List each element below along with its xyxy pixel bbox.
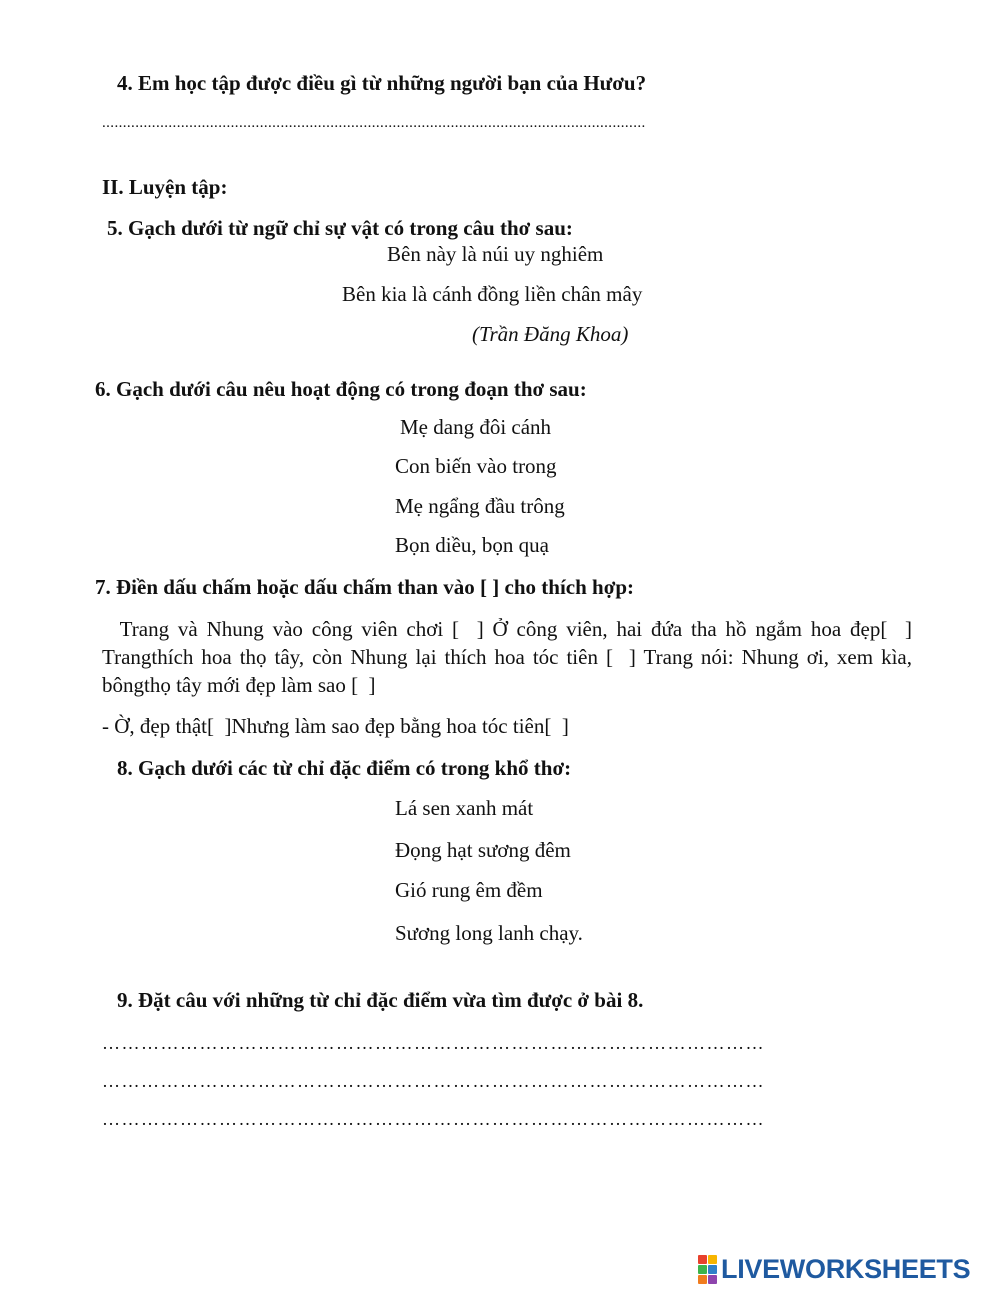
logo-cube xyxy=(698,1265,707,1274)
logo-cube xyxy=(708,1265,717,1274)
exercise-paragraph: Trang và Nhung vào công viên chơi [ ] Ở công viên, hai đứa tha hồ ngắm hoa đẹp[ ] Trangthích hoa thọ tây, còn Nhung lại thích hoa tóc tiên [ ] Trang nói: Nhung ơi, xem kìa, bôngthọ tây mới đẹp làm sao [ ] xyxy=(102,617,912,697)
logo-cube xyxy=(698,1275,707,1284)
answer-line[interactable]: ………………………………………………………………………………………… xyxy=(102,1033,765,1053)
poem-line: Gió rung êm đềm xyxy=(395,878,543,902)
poem-line: Đọng hạt sương đêm xyxy=(395,838,571,862)
logo-cubes-icon xyxy=(698,1255,717,1284)
poem-line: Lá sen xanh mát xyxy=(395,796,534,820)
question-7-title: 7. Điền dấu chấm hoặc dấu chấm than vào [ ] cho thích hợp: xyxy=(95,575,635,599)
answer-line[interactable]: ................................................................................................................................... xyxy=(102,115,646,131)
dialogue-line: - Ờ, đẹp thật[ ]Nhưng làm sao đẹp bằng hoa tóc tiên[ ] xyxy=(102,714,569,738)
logo-cube xyxy=(708,1255,717,1264)
question-5-title: 5. Gạch dưới từ ngữ chỉ sự vật có trong câu thơ sau: xyxy=(107,216,573,240)
question-9-title: 9. Đặt câu với những từ chỉ đặc điểm vừa tìm được ở bài 8. xyxy=(117,988,644,1012)
poem-line: Mẹ ngẩng đầu trông xyxy=(395,494,565,518)
poem-line: Mẹ dang đôi cánh xyxy=(400,415,552,439)
poem-line: Sương long lanh chạy. xyxy=(395,921,583,945)
logo-cube xyxy=(698,1255,707,1264)
logo-cube xyxy=(708,1275,717,1284)
section-title: II. Luyện tập: xyxy=(102,175,228,199)
logo-text: LIVEWORKSHEETS xyxy=(721,1253,971,1284)
poem-author: (Trần Đăng Khoa) xyxy=(472,322,629,346)
answer-line[interactable]: ………………………………………………………………………………………… xyxy=(102,1109,765,1129)
question-4-title: 4. Em học tập được điều gì từ những người bạn của Hươu? xyxy=(117,71,647,95)
liveworksheets-logo xyxy=(698,1254,970,1284)
poem-line: Bên này là núi uy nghiêm xyxy=(387,242,604,266)
question-8-title: 8. Gạch dưới các từ chỉ đặc điểm có trong khổ thơ: xyxy=(117,756,572,780)
poem-line: Bọn diều, bọn quạ xyxy=(395,533,549,557)
question-6-title: 6. Gạch dưới câu nêu hoạt động có trong đoạn thơ sau: xyxy=(95,377,587,401)
poem-line: Bên kia là cánh đồng liền chân mây xyxy=(342,282,643,306)
answer-line[interactable]: ………………………………………………………………………………………… xyxy=(102,1071,765,1091)
poem-line: Con biến vào trong xyxy=(395,454,557,478)
